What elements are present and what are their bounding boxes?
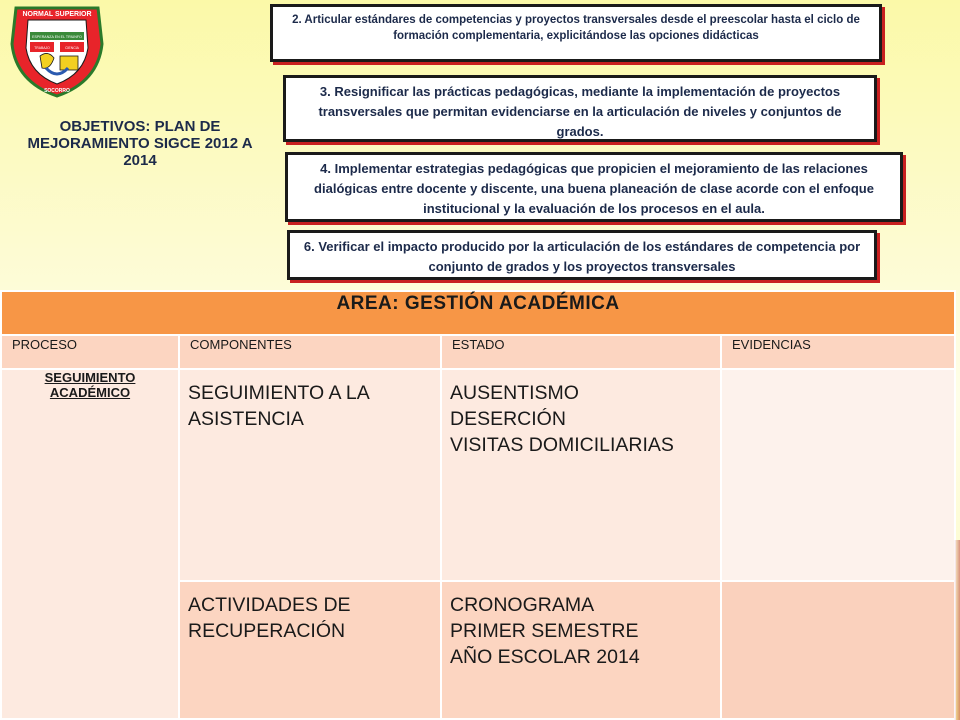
estado-line: AÑO ESCOLAR 2014 [450,646,640,668]
crest-ribbon-text: ESPERANZA EN EL TRIUNFO [32,35,82,39]
objective-2-box: 2. Articular estándares de competencias y proyectos transversales desde el preescolar hasta el ciclo de formación complementaria, explicitándose las opciones didácticas [270,4,882,62]
area-title: AREA: GESTIÓN ACADÉMICA [1,291,955,335]
table-row [1,369,955,581]
estado-cell [441,581,721,719]
estado-line: VISITAS DOMICILIARIAS [450,434,674,456]
header-estado: ESTADO [441,335,721,369]
estado-line: AUSENTISMO [450,382,579,404]
componente-cell: SEGUIMIENTO A LA ASISTENCIA [179,369,441,581]
evidencias-cell [721,581,955,719]
componente-cell: ACTIVIDADES DE RECUPERACIÓN [179,581,441,719]
objective-3-box: 3. Resignificar las prácticas pedagógicas, mediante la implementación de proyectos transversales que permitan evidenciarse en la articulación de niveles y conjuntos de grados. [283,75,877,142]
header-evidencias: EVIDENCIAS [721,335,955,369]
estado-line: DESERCIÓN [450,408,566,430]
school-crest-logo [6,4,108,98]
estado-line: PRIMER SEMESTRE [450,620,639,642]
header-componentes: COMPONENTES [179,335,441,369]
decorative-edge [954,540,960,720]
objective-4-box: 4. Implementar estrategias pedagógicas que propicien el mejoramiento de las relaciones dialógicas entre docente y discente, una buena planeación de clase acorde con el enfoque institucional y la evaluación de los procesos en el aula. [285,152,903,222]
evidencias-cell [721,369,955,581]
estado-line: CRONOGRAMA [450,594,595,616]
crest-bottom-text: SOCORRO [44,88,70,94]
objectives-title: OBJETIVOS: PLAN DE MEJORAMIENTO SIGCE 2012 A 2014 [27,118,253,169]
header-proceso: PROCESO [1,335,179,369]
crest-banner-left: TRABAJO [34,46,50,50]
objective-6-box: 6. Verificar el impacto producido por la articulación de los estándares de competencia por conjunto de grados y los proyectos transversales [287,230,877,280]
proceso-cell: SEGUIMIENTO ACADÉMICO [1,369,179,719]
crest-banner-right: CIENCIA [65,46,79,50]
estado-cell [441,369,721,581]
academic-management-table [0,290,956,720]
crest-top-text: NORMAL SUPERIOR [22,11,92,18]
